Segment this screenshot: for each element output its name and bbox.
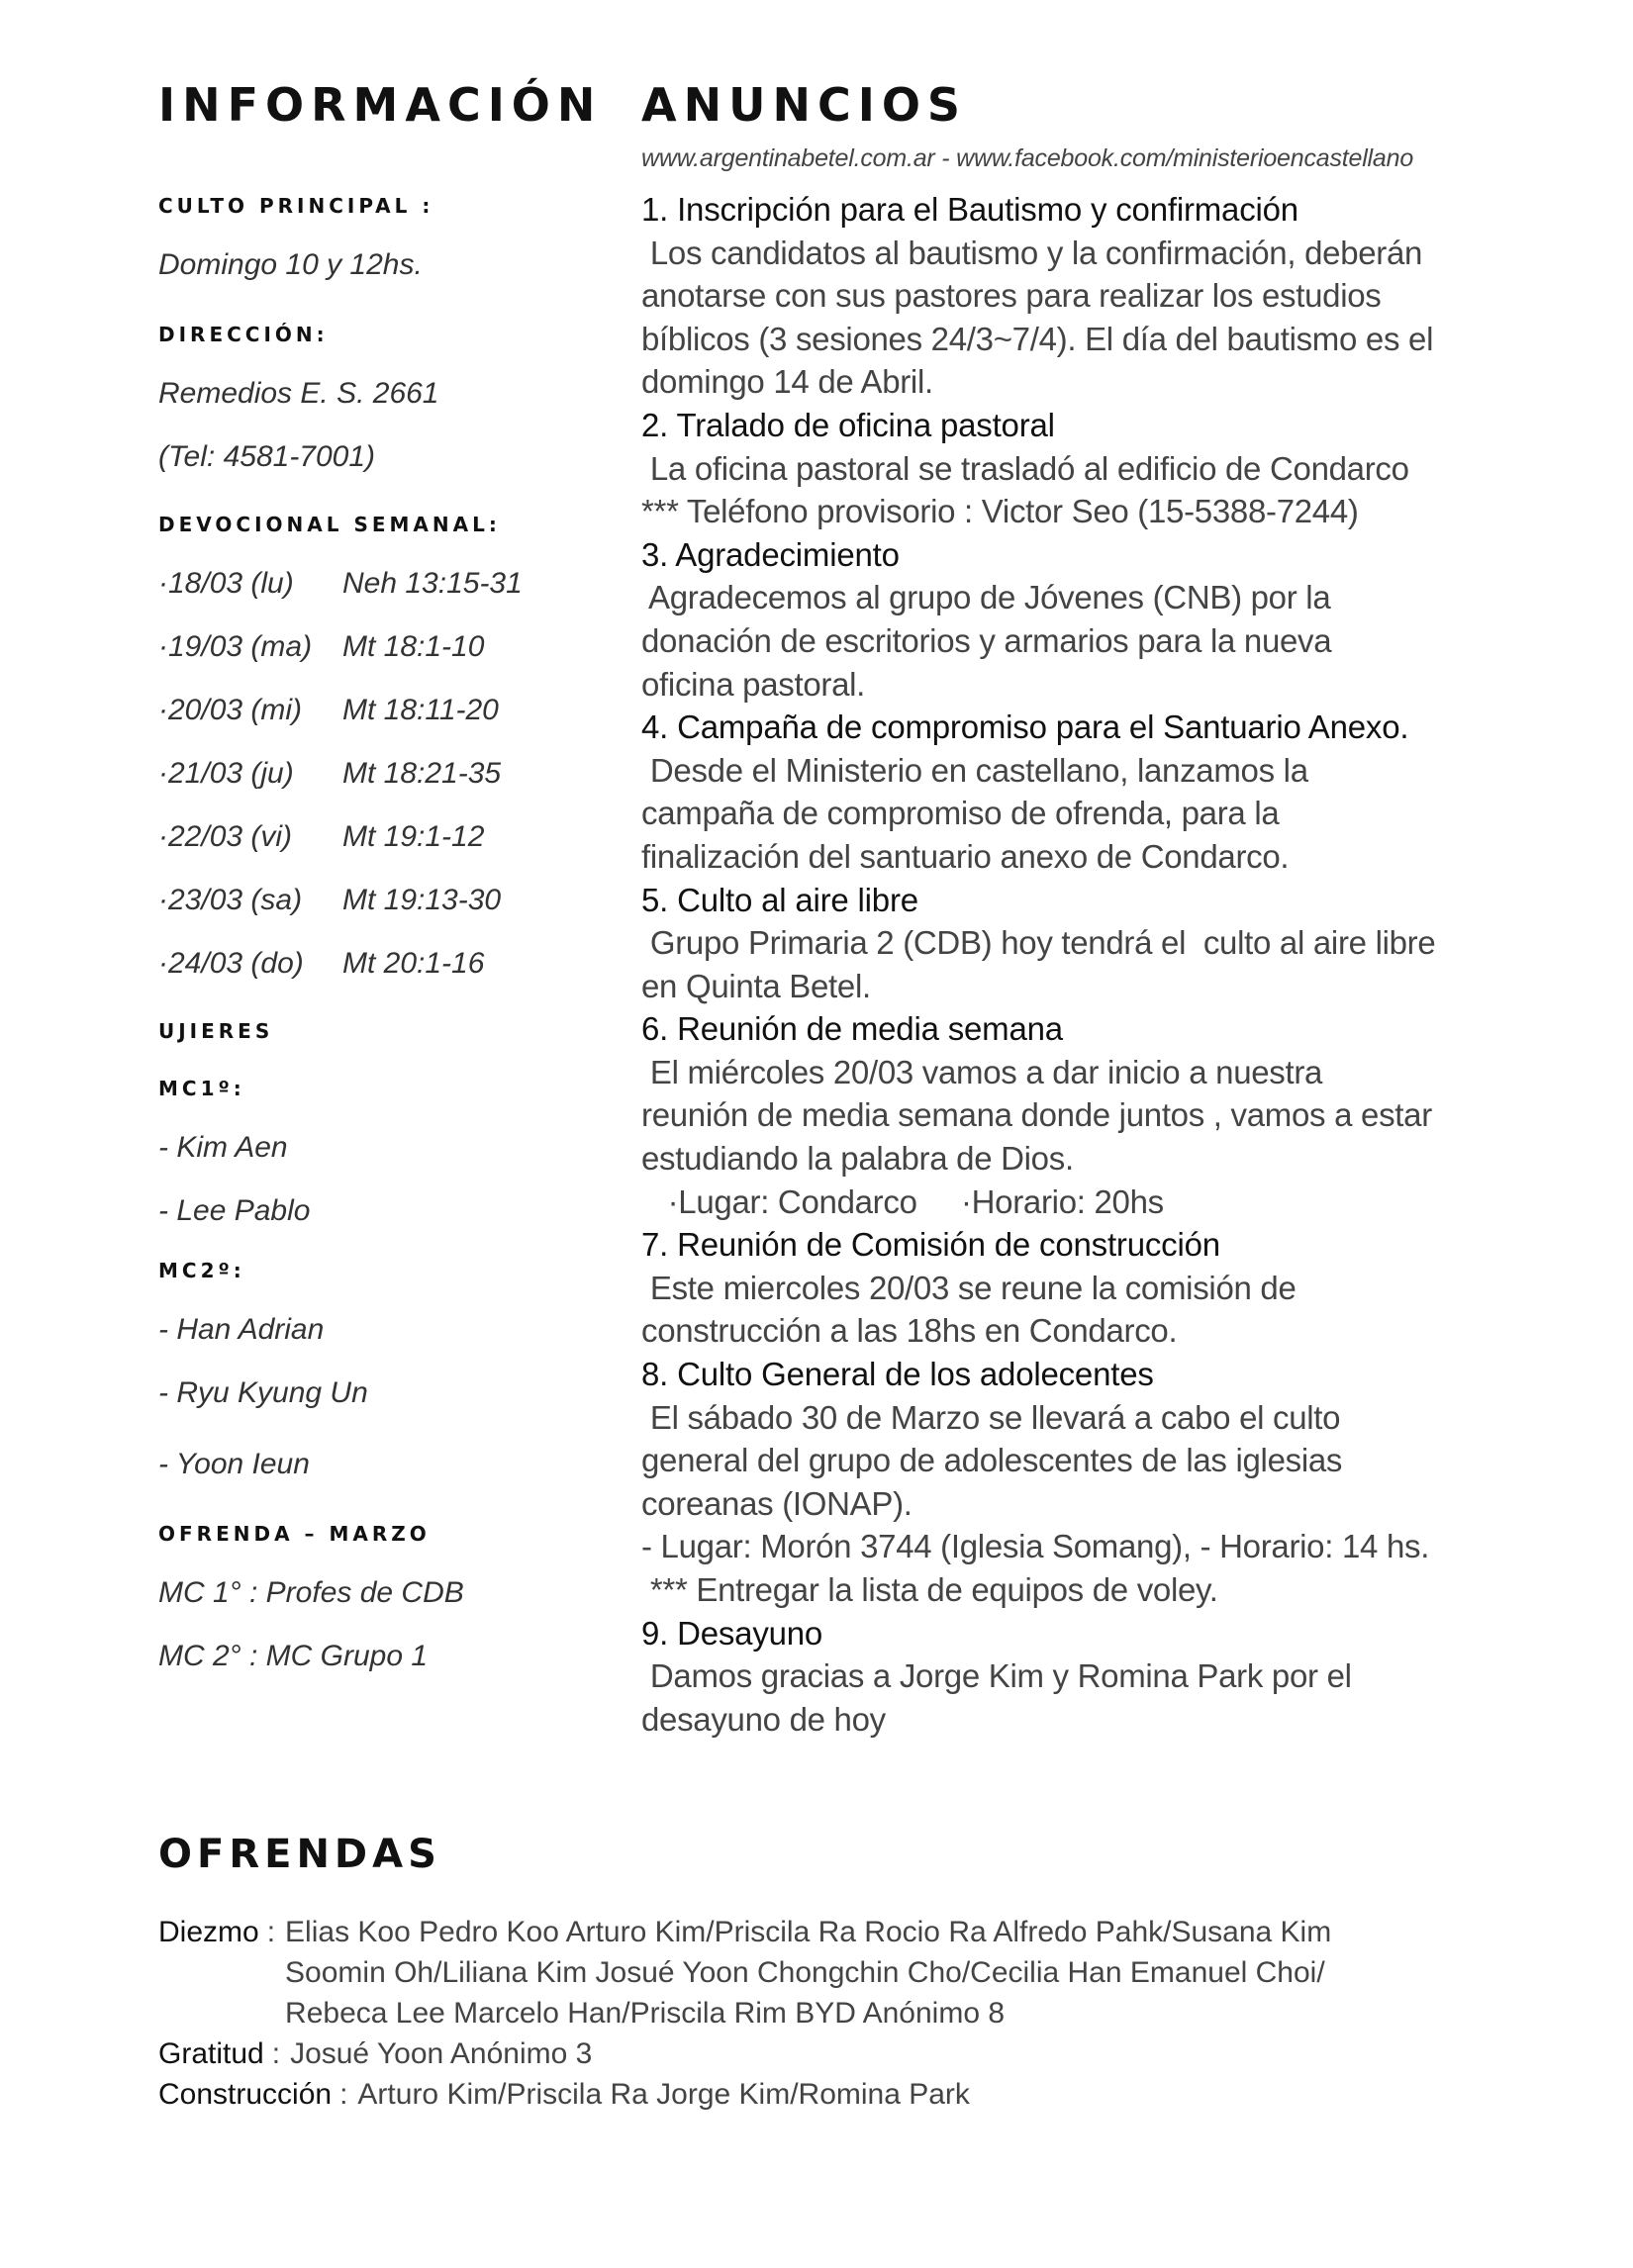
announcement-text: Los candidatos al bautismo y la confirmación, deberán — [641, 234, 1423, 271]
announcement-heading: 5. Culto al aire libre — [641, 881, 918, 918]
announcement-text: Este miercoles 20/03 se reune la comisión de — [641, 1269, 1297, 1306]
announcement-text: *** Teléfono provisorio : Victor Seo (15-5388-7244) — [641, 493, 1359, 530]
announcement-text: Desde el Ministerio en castellano, lanzamos la — [641, 751, 1308, 789]
direccion-address: Remedios E. S. 2661 — [158, 377, 439, 410]
announcement-heading: 2. Tralado de oficina pastoral — [641, 406, 1055, 443]
announcement-text: estudiando la palabra de Dios. — [641, 1140, 1074, 1178]
announcement-heading: 9. Desayuno — [641, 1614, 823, 1652]
announcement-text: ·Lugar: Condarco ·Horario: 20hs — [641, 1182, 1164, 1220]
culto-value: Domingo 10 y 12hs. — [158, 248, 423, 281]
announcement-text: El miércoles 20/03 vamos a dar inicio a nuestra — [641, 1053, 1323, 1090]
devocional-ref: Mt 19:1-12 — [342, 820, 485, 853]
announcement-text: desayuno de hoy — [641, 1700, 886, 1738]
announcement-text: *** Entregar la lista de equipos de voley. — [641, 1571, 1218, 1608]
announcement-heading: 3. Agradecimiento — [641, 535, 900, 573]
anuncios-column — [641, 77, 1532, 1738]
devocional-date: ·22/03 (vi) — [158, 820, 293, 853]
announcement-text: construcción a las 18hs en Condarco. — [641, 1312, 1178, 1350]
devocional-row — [158, 819, 484, 855]
announcement-text: general del grupo de adolescentes de las iglesias — [641, 1442, 1343, 1479]
announcement-text: Grupo Primaria 2 (CDB) hoy tendrá el culto al aire libre — [641, 924, 1436, 962]
devocional-date: ·24/03 (do) — [158, 947, 304, 980]
diezmo-label: Diezmo — [158, 1916, 259, 1948]
devocional-row — [158, 883, 501, 918]
announcement-text: reunión de media semana donde juntos , vamos a estar — [641, 1096, 1432, 1134]
announcement-heading: 1. Inscripción para el Bautismo y confirmación — [641, 191, 1298, 228]
announcement-heading: 6. Reunión de media semana — [641, 1010, 1063, 1048]
announcement-heading: 8. Culto General de los adolecentes — [641, 1356, 1154, 1393]
informacion-title: INFORMACIÓN — [158, 78, 603, 132]
diezmo-line: Soomin Oh/Liliana Kim Josué Yoon Chongchin Cho/Cecilia Han Emanuel Choi/ — [285, 1956, 1325, 1989]
devocional-ref: Mt 19:13-30 — [342, 884, 502, 916]
separator: : — [266, 1916, 276, 1948]
devocional-date: ·23/03 (sa) — [158, 884, 303, 916]
announcement-text: El sábado 30 de Marzo se llevará a cabo el culto — [641, 1398, 1341, 1436]
ofrenda-mc1: MC 1° : Profes de CDB — [158, 1576, 464, 1609]
devocional-row — [158, 566, 523, 602]
devocional-row — [158, 629, 484, 665]
mc2-name: - Ryu Kyung Un — [158, 1376, 368, 1409]
ofrendas-section — [158, 1831, 1544, 2115]
announcement-text: finalización del santuario anexo de Condarco. — [641, 837, 1290, 875]
anuncios-title: ANUNCIOS — [641, 78, 968, 132]
announcement-text: La oficina pastoral se trasladó al edificio de Condarco — [641, 449, 1409, 487]
devocional-date: ·21/03 (ju) — [158, 757, 294, 790]
direccion-tel: (Tel: 4581-7001) — [158, 440, 376, 473]
announcement-text: domingo 14 de Abril. — [641, 363, 933, 401]
culto-label: CULTO PRINCIPAL : — [158, 194, 434, 218]
devocional-ref: Mt 20:1-16 — [342, 947, 485, 980]
announcement-text: - Lugar: Morón 3744 (Iglesia Somang), - Horario: 14 hs. — [641, 1528, 1430, 1565]
announcement-heading: 7. Reunión de Comisión de construcción — [641, 1226, 1220, 1264]
diezmo-line: Elias Koo Pedro Koo Arturo Kim/Priscila Ra Rocio Ra Alfredo Pahk/Susana Kim — [285, 1916, 1332, 1948]
gratitud-row — [158, 2033, 1544, 2074]
announcement-text: Damos gracias a Jorge Kim y Romina Park por el — [641, 1657, 1352, 1695]
devocional-row — [158, 756, 501, 792]
website-links: www.argentinabetel.com.ar - www.facebook.com/ministerioencastellano — [641, 144, 1414, 172]
diezmo-line: Rebeca Lee Marcelo Han/Priscila Rim BYD Anónimo 8 — [285, 1997, 1006, 2030]
construccion-row — [158, 2074, 1544, 2115]
mc1-name: - Lee Pablo — [158, 1194, 311, 1227]
ofrenda-mc2: MC 2° : MC Grupo 1 — [158, 1640, 429, 1672]
devocional-ref: Mt 18:11-20 — [342, 694, 499, 726]
devocional-date: ·19/03 (ma) — [158, 630, 313, 663]
diezmo-row — [158, 1912, 1544, 2033]
construccion-label: Construcción — [158, 2078, 333, 2111]
gratitud-label: Gratitud — [158, 2037, 264, 2070]
announcements-list — [641, 188, 1532, 1741]
mc2-name: - Yoon Ieun — [158, 1448, 310, 1480]
gratitud-value: Josué Yoon Anónimo 3 — [290, 2037, 593, 2070]
announcement-text: bíblicos (3 sesiones 24/3~7/4). El día del bautismo es el — [641, 320, 1434, 357]
direccion-label: DIRECCIÓN: — [158, 323, 329, 346]
announcement-heading: 4. Campaña de compromiso para el Santuario Anexo. — [641, 709, 1409, 746]
ofrenda-label: OFRENDA – MARZO — [158, 1522, 431, 1546]
announcement-text: oficina pastoral. — [641, 665, 866, 703]
announcement-text: Agradecemos al grupo de Jóvenes (CNB) por la — [641, 579, 1331, 616]
mc2-label: MC2º: — [158, 1259, 245, 1282]
mc2-name: - Han Adrian — [158, 1313, 325, 1346]
devocional-date: ·20/03 (mi) — [158, 694, 303, 726]
announcement-text: anotarse con sus pastores para realizar los estudios — [641, 277, 1382, 315]
announcement-text: campaña de compromiso de ofrenda, para la — [641, 795, 1280, 832]
devocional-date: ·18/03 (lu) — [158, 567, 294, 600]
mc1-name: - Kim Aen — [158, 1131, 288, 1164]
devocional-label: DEVOCIONAL SEMANAL: — [158, 513, 501, 536]
devocional-ref: Neh 13:15-31 — [342, 567, 523, 600]
separator: : — [339, 2078, 348, 2111]
ujieres-label: UJIERES — [158, 1019, 274, 1043]
construccion-value: Arturo Kim/Priscila Ra Jorge Kim/Romina Park — [357, 2078, 970, 2111]
devocional-row — [158, 946, 484, 982]
separator: : — [271, 2037, 281, 2070]
announcement-text: coreanas (IONAP). — [641, 1484, 913, 1522]
devocional-ref: Mt 18:1-10 — [342, 630, 485, 663]
diezmo-values — [285, 1912, 1331, 2033]
ofrendas-title: OFRENDAS — [158, 1832, 441, 1877]
devocional-ref: Mt 18:21-35 — [342, 757, 502, 790]
announcement-text: donación de escritorios y armarios para la nueva — [641, 621, 1332, 659]
mc1-label: MC1º: — [158, 1077, 245, 1100]
informacion-column — [158, 77, 624, 1672]
announcement-text: en Quinta Betel. — [641, 967, 871, 1004]
devocional-row — [158, 693, 499, 728]
